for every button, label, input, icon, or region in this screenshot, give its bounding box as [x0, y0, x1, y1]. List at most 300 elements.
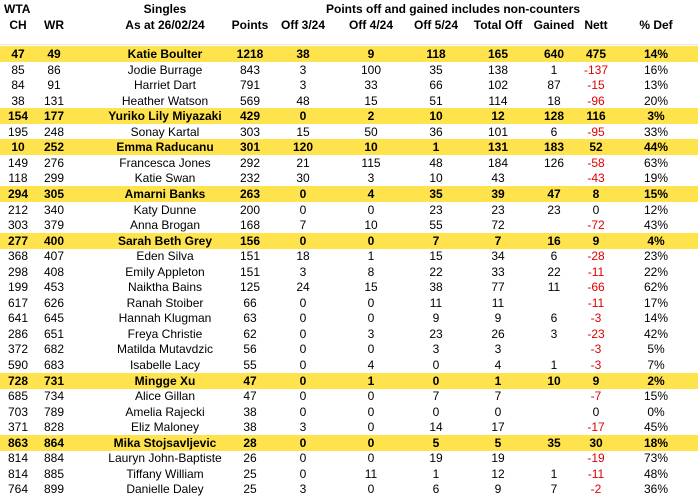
table-row: [0, 295, 698, 311]
cell-off-4-24: 115: [361, 155, 381, 170]
cell-ch: 728: [7, 373, 29, 388]
cell-total-off: 34: [491, 249, 505, 264]
cell-player-name: Lauryn John-Baptiste: [108, 451, 222, 466]
table-row: [0, 217, 698, 233]
cell-off-3-24: 21: [296, 155, 310, 170]
cell-off-4-24: 0: [367, 482, 375, 497]
cell-off-3-24: 24: [296, 280, 310, 295]
cell-total-off: 101: [487, 124, 509, 139]
cell-off-3-24: 38: [296, 47, 310, 61]
cell-off-5-24: 51: [429, 93, 443, 108]
cell-total-off: 138: [487, 62, 509, 77]
cell-pct-def: 18%: [643, 435, 669, 450]
table-row: [0, 248, 698, 264]
cell-player-name: Katy Dunne: [133, 202, 197, 217]
cell-off-5-24: 5: [432, 435, 440, 450]
cell-nett: -15: [587, 78, 605, 93]
cell-total-off: 39: [491, 186, 505, 201]
cell-ch: 84: [11, 78, 25, 93]
cell-pct-def: 14%: [643, 47, 669, 61]
cell-off-3-24: 0: [299, 358, 307, 372]
cell-wr: 276: [43, 155, 65, 170]
singles-label: Singles: [143, 2, 187, 16]
cell-off-5-24: 1: [432, 140, 440, 155]
header-row-2: [0, 17, 698, 33]
cell-wr: 248: [43, 124, 65, 139]
cell-wr: 340: [43, 202, 65, 217]
cell-off-4-24: 11: [364, 466, 378, 481]
cell-wr: 626: [43, 295, 65, 310]
col-total-off: Total Off: [473, 18, 523, 32]
cell-gained: 1: [550, 466, 558, 481]
cell-off-3-24: 15: [296, 124, 310, 139]
cell-off-4-24: 0: [367, 404, 375, 419]
cell-pct-def: 3%: [647, 109, 665, 124]
cell-ch: 85: [11, 62, 25, 77]
cell-pct-def: 17%: [643, 295, 669, 310]
cell-off-5-24: 118: [426, 47, 446, 61]
cell-nett: -7: [590, 389, 602, 404]
cell-off-5-24: 9: [432, 311, 440, 326]
cell-wr: 731: [43, 373, 65, 388]
cell-nett: -23: [587, 326, 605, 341]
table-row: [0, 404, 698, 420]
cell-ch: 212: [7, 202, 29, 217]
cell-gained: 1: [550, 62, 558, 77]
cell-points: 232: [239, 171, 261, 186]
cell-nett: -96: [587, 93, 605, 108]
cell-off-5-24: 23: [429, 202, 443, 217]
cell-gained: 6: [550, 124, 558, 139]
cell-nett: 116: [586, 109, 606, 124]
cell-ch: 372: [7, 342, 29, 357]
cell-off-4-24: 0: [367, 435, 375, 450]
cell-total-off: 165: [487, 47, 509, 61]
cell-pct-def: 20%: [643, 93, 669, 108]
cell-off-5-24: 35: [429, 186, 443, 201]
cell-off-3-24: 3: [299, 420, 307, 435]
cell-off-5-24: 23: [429, 326, 443, 341]
cell-off-3-24: 30: [296, 171, 310, 186]
cell-gained: 7: [550, 482, 558, 497]
cell-total-off: 77: [491, 280, 505, 295]
cell-points: 1218: [236, 47, 264, 61]
table-row: [0, 450, 698, 466]
cell-total-off: 43: [491, 171, 505, 186]
cell-gained: [528, 450, 580, 466]
cell-points: 200: [239, 202, 261, 217]
cell-total-off: 26: [491, 326, 505, 341]
cell-off-4-24: 0: [367, 311, 375, 326]
cell-points: 429: [239, 109, 261, 124]
cell-off-3-24: 3: [299, 482, 307, 497]
cell-player-name: Matilda Mutavdzic: [116, 342, 214, 357]
cell-wr: 645: [43, 311, 65, 326]
cell-nett: -66: [587, 280, 605, 295]
cell-player-name: Emily Appleton: [125, 264, 205, 279]
cell-player-name: Danielle Daley: [126, 482, 204, 497]
cell-nett: -28: [587, 249, 605, 264]
cell-off-3-24: 0: [299, 109, 307, 124]
cell-off-4-24: 50: [364, 124, 378, 139]
table-row: [0, 310, 698, 326]
cell-wr: 734: [43, 389, 65, 404]
cell-ch: 118: [8, 171, 28, 186]
cell-gained: [528, 295, 580, 311]
cell-pct-def: 48%: [643, 466, 669, 481]
cell-player-name: Amarni Banks: [124, 186, 206, 201]
cell-points: 38: [243, 420, 257, 435]
cell-pct-def: 0%: [647, 404, 665, 419]
cell-total-off: 12: [491, 109, 505, 124]
cell-off-5-24: 11: [429, 295, 443, 310]
cell-pct-def: 14%: [643, 311, 669, 326]
cell-off-3-24: 3: [299, 62, 307, 77]
cell-player-name: Eden Silva: [136, 249, 194, 264]
cell-off-4-24: 0: [367, 420, 375, 435]
cell-off-4-24: 15: [364, 93, 378, 108]
cell-wr: 453: [43, 280, 65, 295]
cell-wr: 131: [43, 93, 65, 108]
cell-nett: 475: [585, 47, 607, 61]
cell-wr: 828: [43, 420, 65, 435]
cell-wr: 789: [43, 404, 65, 419]
cell-ch: 703: [7, 404, 29, 419]
cell-player-name: Anna Brogan: [129, 218, 201, 233]
cell-points: 156: [239, 233, 261, 248]
table-row: [0, 341, 698, 357]
cell-wr: 408: [43, 264, 65, 279]
col-off-3-24: Off 3/24: [280, 18, 325, 32]
cell-pct-def: 7%: [647, 358, 665, 372]
cell-off-5-24: 14: [429, 420, 443, 435]
cell-nett: -137: [583, 62, 609, 77]
cell-total-off: 102: [487, 78, 509, 93]
cell-points: 151: [239, 264, 261, 279]
header-row-1: [0, 1, 698, 17]
cell-nett: -3: [590, 342, 602, 357]
cell-gained: 640: [543, 47, 565, 61]
cell-nett: 0: [592, 202, 600, 217]
cell-player-name: Amelia Rajecki: [125, 404, 205, 419]
cell-off-3-24: 0: [299, 326, 307, 341]
table-row: [0, 170, 698, 186]
table-row: [0, 466, 698, 482]
cell-off-3-24: 48: [296, 93, 310, 108]
cell-off-3-24: 0: [299, 186, 307, 201]
cell-ch: 195: [7, 124, 29, 139]
table-row: [0, 419, 698, 435]
cell-points: 38: [243, 404, 257, 419]
cell-player-name: Naiktha Bains: [127, 280, 203, 295]
cell-nett: 9: [592, 233, 600, 248]
cell-player-name: Jodie Burrage: [127, 62, 203, 77]
cell-wr: 299: [43, 171, 65, 186]
cell-ch: 368: [7, 249, 29, 264]
cell-pct-def: 15%: [643, 389, 669, 404]
cell-off-3-24: 7: [299, 218, 307, 233]
cell-off-4-24: 0: [367, 233, 375, 248]
cell-nett: 30: [589, 435, 603, 450]
cell-nett: -17: [587, 420, 605, 435]
cell-points: 168: [239, 218, 261, 233]
cell-gained: 22: [547, 264, 561, 279]
cell-points: 151: [239, 249, 261, 264]
cell-off-4-24: 4: [367, 358, 375, 372]
cell-off-4-24: 0: [367, 342, 375, 357]
cell-off-3-24: 18: [296, 249, 310, 264]
cell-player-name: Eliz Maloney: [130, 420, 200, 435]
cell-off-4-24: 2: [367, 109, 375, 124]
cell-nett: 52: [589, 140, 603, 155]
cell-nett: -3: [590, 311, 602, 326]
table-row: [0, 435, 698, 451]
cell-off-4-24: 0: [367, 295, 375, 310]
cell-off-3-24: 0: [299, 435, 307, 450]
cell-gained: 16: [547, 233, 561, 248]
cell-nett: -58: [587, 155, 605, 170]
cell-wr: 400: [43, 233, 65, 248]
cell-off-4-24: 1: [367, 249, 375, 264]
table-row: [0, 186, 698, 202]
cell-total-off: 5: [494, 435, 502, 450]
cell-wr: 682: [43, 342, 65, 357]
cell-off-4-24: 3: [367, 326, 375, 341]
table-row: [0, 155, 698, 171]
cell-total-off: 12: [491, 466, 505, 481]
cell-pct-def: 22%: [643, 264, 669, 279]
col-off-5-24: Off 5/24: [413, 18, 458, 32]
cell-player-name: Freya Christie: [127, 326, 203, 341]
cell-nett: -95: [587, 124, 605, 139]
cell-off-3-24: 0: [299, 295, 307, 310]
cell-off-5-24: 0: [432, 373, 440, 388]
cell-gained: 11: [547, 280, 561, 295]
cell-gained: [528, 217, 580, 233]
cell-off-3-24: 0: [299, 373, 307, 388]
cell-off-5-24: 48: [429, 155, 443, 170]
cell-off-5-24: 1: [432, 466, 440, 481]
cell-ch: 154: [7, 109, 29, 124]
cell-pct-def: 2%: [647, 373, 665, 388]
cell-points: 25: [243, 482, 257, 497]
table-row: [0, 233, 698, 249]
cell-nett: -11: [587, 466, 605, 481]
cell-ch: 286: [7, 326, 29, 341]
cell-ch: 10: [11, 140, 25, 155]
cell-ch: 863: [7, 435, 29, 450]
cell-off-5-24: 19: [429, 451, 443, 466]
cell-points: 62: [243, 326, 257, 341]
cell-gained: [528, 419, 580, 435]
cell-player-name: Tiffany William: [126, 466, 204, 481]
cell-gained: 183: [543, 140, 565, 155]
cell-off-5-24: 36: [429, 124, 443, 139]
cell-pct-def: 15%: [643, 186, 669, 201]
cell-player-name: Francesca Jones: [119, 155, 211, 170]
cell-player-name: Heather Watson: [121, 93, 209, 108]
cell-off-3-24: 120: [292, 140, 314, 155]
cell-wr: 91: [47, 78, 61, 93]
cell-off-4-24: 10: [364, 218, 378, 233]
cell-gained: 35: [547, 435, 561, 450]
cell-player-name: Sarah Beth Grey: [117, 233, 213, 248]
cell-player-name: Isabelle Lacy: [129, 358, 201, 372]
table-row: [0, 264, 698, 280]
cell-ch: 277: [7, 233, 29, 248]
table-row: [0, 139, 698, 155]
col-ch: CH: [9, 18, 27, 32]
cell-off-4-24: 0: [367, 451, 375, 466]
cell-off-4-24: 0: [367, 389, 375, 404]
cell-points: 26: [243, 451, 257, 466]
cell-nett: -2: [590, 482, 602, 497]
cell-total-off: 131: [487, 140, 509, 155]
cell-off-4-24: 4: [367, 186, 375, 201]
cell-total-off: 4: [494, 358, 502, 372]
cell-player-name: Yuriko Lily Miyazaki: [108, 109, 222, 124]
cell-points: 569: [239, 93, 261, 108]
cell-off-5-24: 3: [432, 342, 440, 357]
col-nett: Nett: [584, 18, 608, 32]
cell-pct-def: 63%: [643, 155, 669, 170]
cell-gained: 6: [550, 311, 558, 326]
cell-player-name: Alice Gillan: [134, 389, 196, 404]
cell-total-off: 72: [491, 218, 505, 233]
cell-pct-def: 36%: [643, 482, 669, 497]
cell-wr: 379: [43, 218, 65, 233]
cell-gained: 3: [550, 326, 558, 341]
table-row: [0, 124, 698, 140]
cell-pct-def: 12%: [643, 202, 669, 217]
cell-points: 47: [243, 373, 257, 388]
cell-points: 55: [243, 358, 257, 372]
table-row: [0, 481, 698, 497]
cell-nett: 8: [592, 186, 600, 201]
cell-player-name: Katie Boulter: [127, 47, 203, 61]
table-row: [0, 202, 698, 218]
cell-ch: 38: [11, 93, 25, 108]
cell-off-3-24: 0: [299, 451, 307, 466]
cell-off-4-24: 33: [364, 78, 378, 93]
cell-total-off: 17: [491, 420, 505, 435]
cell-gained: 23: [547, 202, 561, 217]
cell-total-off: 0: [494, 404, 502, 419]
cell-nett: -3: [590, 358, 602, 372]
col-off-4-24: Off 4/24: [348, 18, 393, 32]
table-row: [0, 77, 698, 93]
cell-gained: 6: [550, 249, 558, 264]
cell-off-4-24: 1: [367, 373, 375, 388]
cell-ch: 303: [7, 218, 29, 233]
cell-gained: 126: [543, 155, 565, 170]
cell-total-off: 9: [494, 482, 502, 497]
cell-off-5-24: 10: [429, 171, 443, 186]
cell-total-off: 19: [491, 451, 505, 466]
cell-total-off: 184: [487, 155, 509, 170]
cell-wr: 885: [43, 466, 65, 481]
cell-ch: 298: [7, 264, 29, 279]
cell-pct-def: 43%: [643, 218, 669, 233]
cell-total-off: 3: [494, 342, 502, 357]
cell-off-3-24: 3: [299, 78, 307, 93]
cell-off-3-24: 0: [299, 466, 307, 481]
cell-player-name: Katie Swan: [134, 171, 196, 186]
cell-gained: [528, 388, 580, 404]
cell-points: 63: [243, 311, 257, 326]
cell-ch: 617: [7, 295, 29, 310]
cell-points: 66: [243, 295, 257, 310]
cell-pct-def: 5%: [647, 342, 665, 357]
cell-points: 28: [243, 435, 257, 450]
cell-off-4-24: 10: [364, 140, 378, 155]
cell-pct-def: 62%: [643, 280, 669, 295]
cell-gained: [528, 341, 580, 357]
cell-ch: 764: [7, 482, 29, 497]
cell-nett: 0: [592, 404, 600, 419]
table-row: [0, 108, 698, 124]
cell-off-4-24: 3: [367, 171, 375, 186]
cell-pct-def: 42%: [643, 326, 669, 341]
cell-player-name: Hannah Klugman: [118, 311, 212, 326]
cell-nett: -43: [587, 171, 605, 186]
cell-points: 263: [239, 186, 261, 201]
cell-pct-def: 19%: [643, 171, 669, 186]
cell-total-off: 11: [491, 295, 505, 310]
cell-ch: 814: [7, 466, 29, 481]
subtitle: Points off and gained includes non-counters: [325, 2, 580, 16]
cell-off-5-24: 55: [429, 218, 443, 233]
cell-player-name: Sonay Kartal: [130, 124, 200, 139]
cell-ch: 371: [7, 420, 29, 435]
wta-label: WTA: [4, 2, 31, 16]
cell-points: 56: [243, 342, 257, 357]
cell-ch: 199: [7, 280, 29, 295]
cell-wr: 884: [43, 451, 65, 466]
cell-wr: 305: [43, 186, 65, 201]
table-row: [0, 388, 698, 404]
cell-off-3-24: 0: [299, 342, 307, 357]
cell-off-5-24: 0: [432, 358, 440, 372]
table-row: [0, 62, 698, 78]
cell-points: 292: [239, 155, 261, 170]
table-row: [0, 46, 698, 62]
cell-off-4-24: 100: [360, 62, 382, 77]
table-row: [0, 279, 698, 295]
cell-wr: 899: [43, 482, 65, 497]
cell-pct-def: 73%: [643, 451, 669, 466]
cell-off-5-24: 66: [429, 78, 443, 93]
cell-ch: 814: [7, 451, 29, 466]
cell-off-5-24: 7: [432, 233, 440, 248]
cell-player-name: Mingge Xu: [134, 373, 196, 388]
cell-off-4-24: 0: [367, 202, 375, 217]
cell-points: 791: [239, 78, 261, 93]
cell-gained: [528, 170, 580, 186]
cell-off-5-24: 38: [429, 280, 443, 295]
col-pct-def: % Def: [639, 18, 673, 32]
cell-wr: 177: [43, 109, 65, 124]
cell-gained: 47: [547, 186, 561, 201]
cell-off-3-24: 0: [299, 404, 307, 419]
table-row: [0, 326, 698, 342]
cell-wr: 864: [43, 435, 65, 450]
cell-off-3-24: 0: [299, 233, 307, 248]
col-points: Points: [231, 18, 269, 32]
cell-total-off: 114: [488, 93, 508, 108]
cell-off-3-24: 0: [299, 389, 307, 404]
cell-ch: 590: [7, 358, 29, 372]
